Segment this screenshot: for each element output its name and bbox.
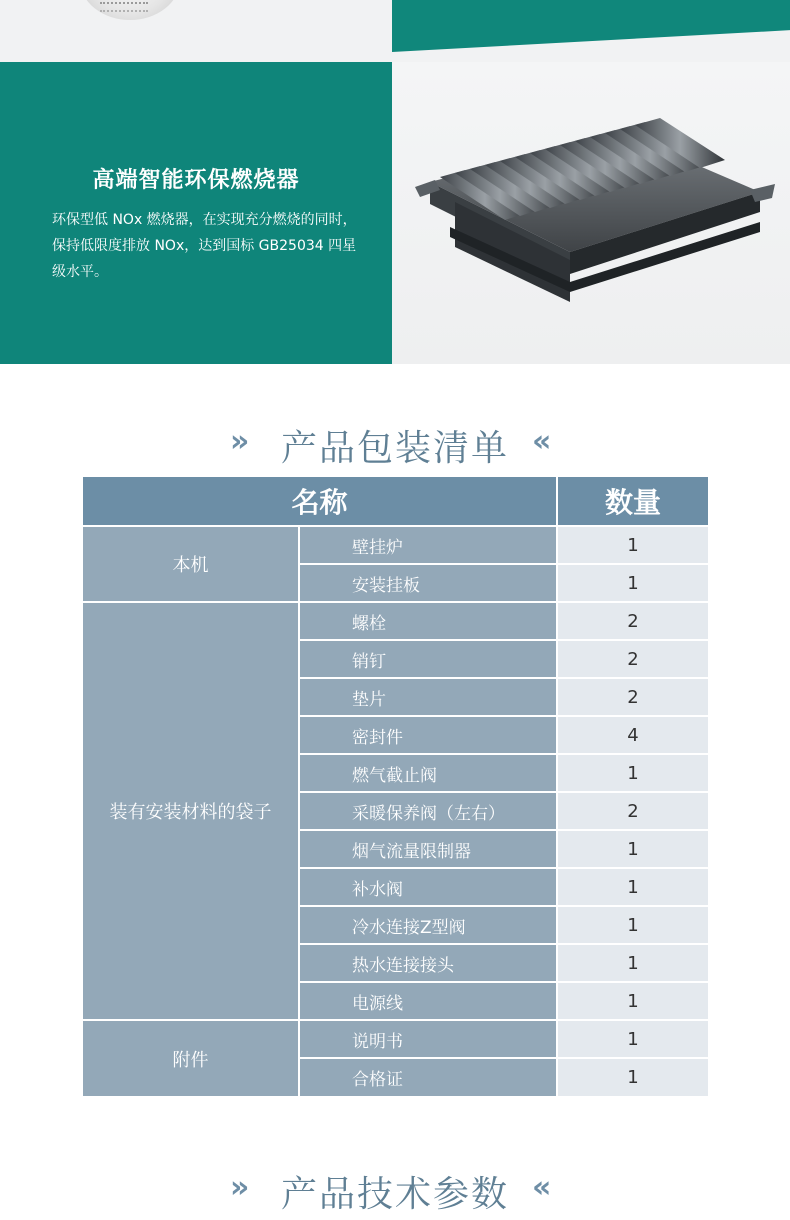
table-row-item: 壁挂炉 — [300, 527, 556, 563]
table-row-item: 补水阀 — [300, 869, 556, 905]
table-row-item: 螺栓 — [300, 603, 556, 639]
table-row-item: 密封件 — [300, 717, 556, 753]
table-row-item: 电源线 — [300, 983, 556, 1019]
group-accessories: 附件 — [83, 1021, 298, 1096]
table-row-qty: 1 — [558, 1021, 708, 1057]
table-row-qty: 1 — [558, 983, 708, 1019]
packing-list-heading — [0, 420, 790, 470]
specs-heading — [0, 1166, 790, 1216]
table-row-qty: 1 — [558, 907, 708, 943]
table-row-item: 合格证 — [300, 1059, 556, 1096]
feature-line: 级水平。 — [52, 264, 108, 280]
chevron-right-icon: » — [230, 424, 246, 459]
table-row-item: 烟气流量限制器 — [300, 831, 556, 867]
table-row-qty: 1 — [558, 755, 708, 791]
specs-title: 产品技术参数 — [280, 1174, 509, 1215]
group-main-unit: 本机 — [83, 527, 298, 601]
feature-line: 保持低限度排放 NOx，达到国标 GB25034 四星 — [52, 238, 357, 254]
packing-list-table — [83, 477, 708, 1096]
chevron-right-icon: » — [230, 1170, 246, 1205]
table-row-item: 说明书 — [300, 1021, 556, 1057]
table-row-qty: 1 — [558, 831, 708, 867]
table-row-item: 安装挂板 — [300, 565, 556, 601]
table-row-item: 冷水连接Z型阀 — [300, 907, 556, 943]
green-accent-band — [392, 0, 790, 52]
table-row-qty: 1 — [558, 945, 708, 981]
boiler-display-detail — [100, 2, 148, 12]
table-row-item: 采暖保养阀（左右） — [300, 793, 556, 829]
group-installation-bag: 装有安装材料的袋子 — [83, 603, 298, 1019]
table-row-qty: 2 — [558, 793, 708, 829]
table-row-qty: 1 — [558, 1059, 708, 1096]
feature-title: 高端智能环保燃烧器 — [92, 168, 300, 193]
header-quantity: 数量 — [558, 477, 708, 525]
chevron-left-icon: « — [532, 1170, 548, 1205]
table-row-qty: 2 — [558, 641, 708, 677]
chevron-left-icon: « — [532, 424, 548, 459]
feature-line: 环保型低 NOx 燃烧器，在实现充分燃烧的同时， — [52, 212, 357, 228]
table-row-qty: 1 — [558, 565, 708, 601]
table-row-qty: 1 — [558, 869, 708, 905]
table-row-qty: 4 — [558, 717, 708, 753]
table-row-qty: 2 — [558, 603, 708, 639]
header-name: 名称 — [83, 477, 556, 525]
packing-list-title: 产品包装清单 — [280, 428, 509, 469]
feature-description — [52, 207, 372, 285]
table-row-item: 销钉 — [300, 641, 556, 677]
burner-image — [410, 62, 780, 312]
table-row-qty: 2 — [558, 679, 708, 715]
table-row-item: 垫片 — [300, 679, 556, 715]
table-row-item: 热水连接接头 — [300, 945, 556, 981]
table-row-qty: 1 — [558, 527, 708, 563]
table-row-item: 燃气截止阀 — [300, 755, 556, 791]
